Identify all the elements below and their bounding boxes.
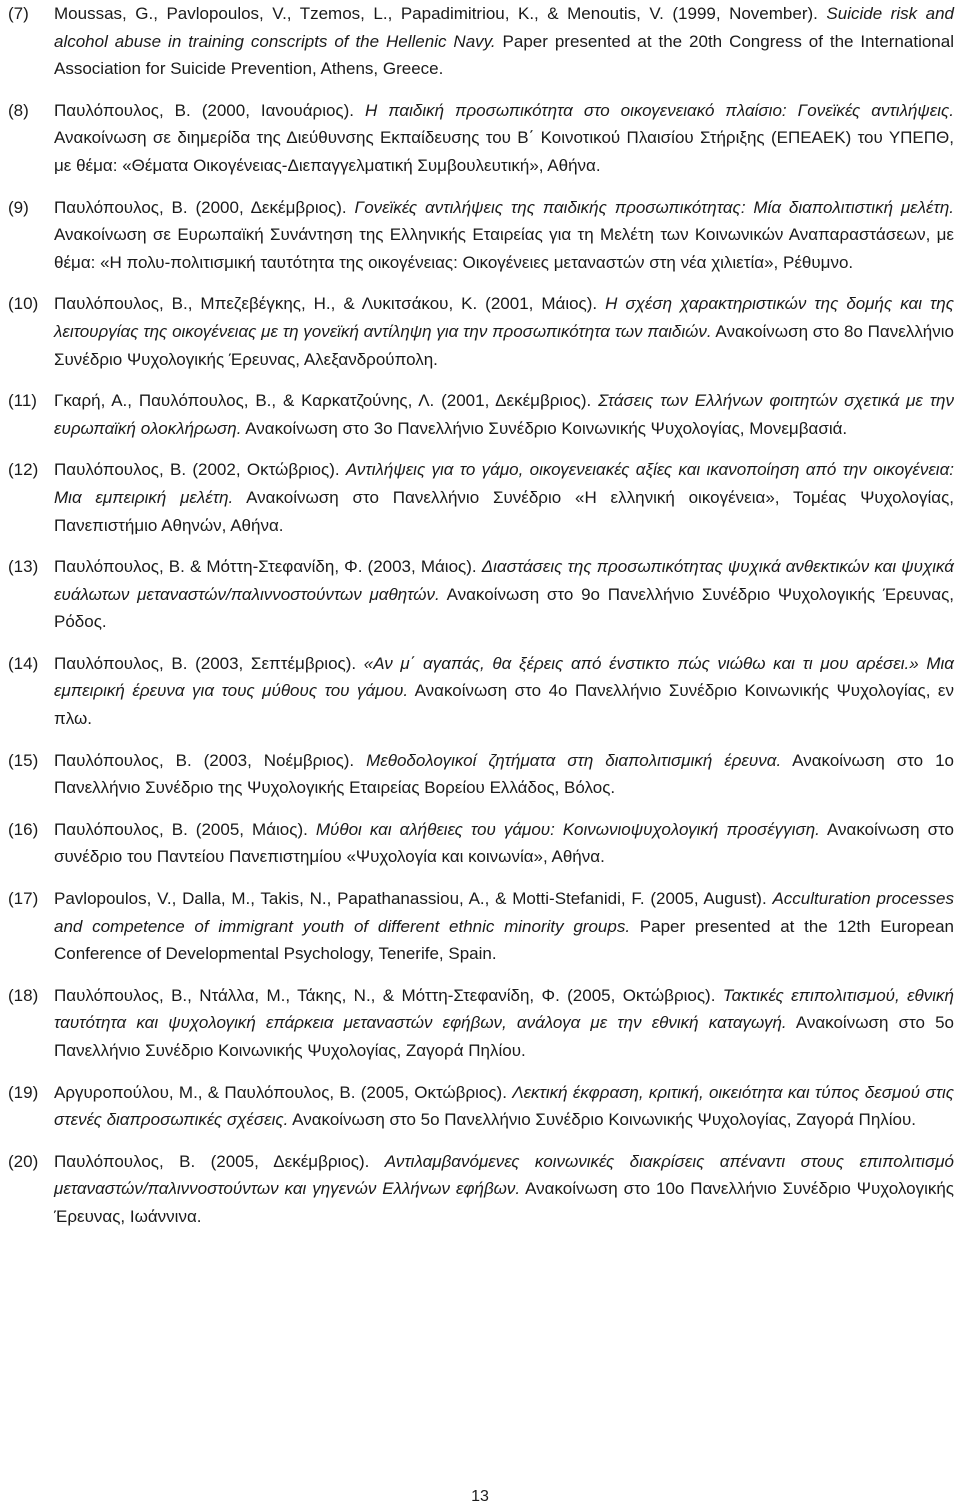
reference-item (8, 982, 954, 1065)
reference-number: (12) (8, 460, 39, 480)
reference-venue: Ανακοίνωση στο 3ο Πανελλήνιο Συνέδριο Κοινωνικής Ψυχολογίας, Μονεμβασιά. (245, 418, 848, 438)
reference-title: Η σχέση χαρακτηριστικών της δομής και της λειτουργίας της οικογένειας με τη γονεϊκή αντίληψη για την προσωπικότητα των παιδιών. (54, 294, 955, 341)
reference-item (8, 816, 954, 871)
reference-authors: Παυλόπουλος, Β., Μπεζεβέγκης, Η., & Λυκιτσάκου, Κ. (2001, Μάιος). (54, 294, 598, 314)
reference-venue: Paper presented at the 12th European Conference of Developmental Psychology, Tenerife, Spain. (54, 916, 954, 964)
reference-item (8, 97, 954, 180)
reference-item (8, 885, 954, 968)
reference-authors: Παυλόπουλος, Β. (2003, Νοέμβριος). (54, 750, 355, 770)
reference-number: (8) (8, 100, 29, 120)
reference-title: Αντιλήψεις για το γάμο, οικογενειακές αξίες και ικανοποίηση από την οικογένεια: Μια εμπειρική μελέτη. (54, 460, 954, 507)
reference-title: Γονεϊκές αντιλήψεις της παιδικής προσωπικότητας: Μία διαπολιτιστική μελέτη. (354, 197, 954, 217)
reference-item (8, 456, 954, 539)
reference-authors: Παυλόπουλος, Β. (2005, Μάιος). (54, 819, 308, 839)
reference-venue: Ανακοίνωση στο 4ο Πανελλήνιο Συνέδριο Κοινωνικής Ψυχολογίας, εν πλω. (54, 681, 954, 729)
page-number: 13 (471, 1488, 489, 1505)
reference-venue: Ανακοίνωση στο 1ο Πανελλήνιο Συνέδριο της Ψυχολογικής Εταιρείας Βορείου Ελλάδος, Βόλος. (54, 750, 954, 798)
reference-item (8, 194, 954, 277)
reference-venue: Ανακοίνωση στο 10ο Πανελλήνιο Συνέδριο Ψυχολογικής Έρευνας, Ιωάννινα. (54, 1179, 954, 1226)
reference-item (8, 1079, 954, 1134)
reference-number: (20) (8, 1151, 39, 1171)
reference-authors: Γκαρή, Α., Παυλόπουλος, Β., & Καρκατζούνης, Λ. (2001, Δεκέμβριος). (54, 391, 592, 411)
reference-item (8, 1148, 954, 1231)
reference-number: (14) (8, 653, 39, 673)
reference-authors: Παυλόπουλος, Β. (2002, Οκτώβριος). (54, 460, 340, 480)
reference-title: «Αν μ΄ αγαπάς, θα ξέρεις από ένστικτο πώς νιώθω και τι μου αρέσει.» Μια εμπειρική έρευνα για τους μύθους του γάμου. (54, 653, 954, 701)
reference-number: (15) (8, 750, 39, 770)
reference-item (8, 290, 954, 373)
reference-number: (16) (8, 819, 39, 839)
reference-number: (18) (8, 985, 39, 1005)
reference-venue: Ανακοίνωση στο συνέδριο του Παντείου Πανεπιστημίου «Ψυχολογία και κοινωνία», Αθήνα. (54, 819, 954, 867)
reference-number: (9) (8, 197, 29, 217)
reference-authors: Παυλόπουλος, Β. (2003, Σεπτέμβριος). (54, 653, 357, 673)
reference-item (8, 387, 954, 442)
reference-number: (13) (8, 557, 39, 577)
reference-number: (7) (8, 4, 29, 23)
reference-venue: Ανακοίνωση στο 8ο Πανελλήνιο Συνέδριο Ψυχολογικής Έρευνας, Αλεξανδρούπολη. (54, 321, 954, 369)
reference-title: Αντιλαμβανόμενες κοινωνικές διακρίσεις απέναντι στους επιπολιτισμό μεταναστών/παλιννοστούντων και γηγενών Ελλήνων εφήβων. (54, 1151, 954, 1199)
reference-number: (11) (8, 391, 37, 411)
reference-title: Τακτικές επιπολιτισμού, εθνική ταυτότητα και ψυχολογική επάρκεια μεταναστών εφήβων, ανάλογα με την εθνική καταγωγή. (54, 985, 954, 1033)
reference-authors: Αργυροπούλου, Μ., & Παυλόπουλος, Β. (2005, Οκτώβριος). (54, 1082, 507, 1102)
reference-venue: Ανακοίνωση στο Πανελλήνιο Συνέδριο «Η ελληνική οικογένεια», Τομέας Ψυχολογίας, Πανεπιστήμιο Αθηνών, Αθήνα. (54, 487, 955, 535)
reference-venue: Ανακοίνωση σε διημερίδα της Διεύθυνσης Εκπαίδευσης του Β΄ Κοινοτικού Πλαισίου Στήριξης (ΕΠΕΑΕΚ) του ΥΠΕΠΘ, με θέμα: «Θέματα Οικογένειας-Διεπαγγελματική Συμβουλευτική», Αθήνα. (54, 128, 954, 175)
reference-title: Μύθοι και αλήθειες του γάμου: Κοινωνιοψυχολογική προσέγγιση. (315, 819, 820, 839)
reference-authors: Παυλόπουλος, Β. (2005, Δεκέμβριος). (54, 1151, 370, 1171)
reference-authors: Παυλόπουλος, Β., Ντάλλα, Μ., Τάκης, Ν., & Μόττη-Στεφανίδη, Φ. (2005, Οκτώβριος). (54, 985, 716, 1005)
reference-title: Στάσεις των Ελλήνων φοιτητών σχετικά με την ευρωπαϊκή ολοκλήρωση. (54, 391, 954, 438)
reference-authors: Παυλόπουλος, Β. (2000, Δεκέμβριος). (54, 197, 347, 217)
reference-authors: Παυλόπουλος, Β. (2000, Ιανουάριος). (54, 100, 355, 120)
reference-item (8, 0, 954, 83)
reference-title: Μεθοδολογικοί ζητήματα στη διαπολιτισμική έρευνα. (366, 750, 782, 770)
reference-number: (10) (8, 294, 39, 314)
reference-authors: Παυλόπουλος, Β. & Μόττη-Στεφανίδη, Φ. (2003, Μάιος). (54, 557, 477, 577)
reference-title: Acculturation processes and competence of immigrant youth of different ethnic minority groups. (54, 889, 954, 936)
reference-venue: Ανακοίνωση στο 9ο Πανελλήνιο Συνέδριο Ψυχολογικής Έρευνας, Ρόδος. (54, 584, 955, 632)
reference-venue: Ανακοίνωση στο 5ο Πανελλήνιο Συνέδριο Κοινωνικής Ψυχολογίας, Ζαγορά Πηλίου. (292, 1110, 917, 1130)
reference-item (8, 553, 954, 636)
reference-title: Διαστάσεις της προσωπικότητας ψυχικά ανθεκτικών και ψυχικά ευάλωτων μεταναστών/παλιννοστούντων μαθητών. (54, 557, 954, 604)
reference-list (8, 0, 954, 1231)
reference-venue: Ανακοίνωση στο 5ο Πανελλήνιο Συνέδριο Κοινωνικής Ψυχολογίας, Ζαγορά Πηλίου. (54, 1013, 954, 1060)
reference-number: (19) (8, 1082, 39, 1102)
reference-title: Η παιδική προσωπικότητα στο οικογενειακό πλαίσιο: Γονεϊκές αντιλήψεις. (365, 100, 954, 120)
reference-venue: Ανακοίνωση σε Ευρωπαϊκή Συνάντηση της Ελληνικής Εταιρείας για τη Μελέτη των Κοινωνικών Αναπαραστάσεων, με θέμα: «Η πολυ-πολιτισμική ταυτότητα της οικογένειας: Οικογένειες μεταναστών στη νέα χιλιετία», Ρέθυμνο. (54, 225, 954, 272)
reference-authors: Pavlopoulos, V., Dalla, M., Takis, N., Papathanassiou, A., & Motti-Stefanidi, F. (2005, August). (54, 889, 767, 909)
reference-authors: Moussas, G., Pavlopoulos, V., Tzemos, L., Papadimitriou, K., & Menoutis, V. (1999, November). (54, 4, 818, 23)
reference-item (8, 747, 954, 802)
reference-venue: Paper presented at the 20th Congress of the International Association for Suicide Prevention, Athens, Greece. (54, 31, 954, 79)
reference-number: (17) (8, 889, 39, 909)
reference-title: Λεκτική έκφραση, κριτική, οικειότητα και τύπος δεσμού στις στενές διαπροσωπικές σχέσεις. (54, 1082, 954, 1130)
reference-title: Suicide risk and alcohol abuse in training conscripts of the Hellenic Navy. (54, 4, 954, 51)
reference-item (8, 650, 954, 733)
